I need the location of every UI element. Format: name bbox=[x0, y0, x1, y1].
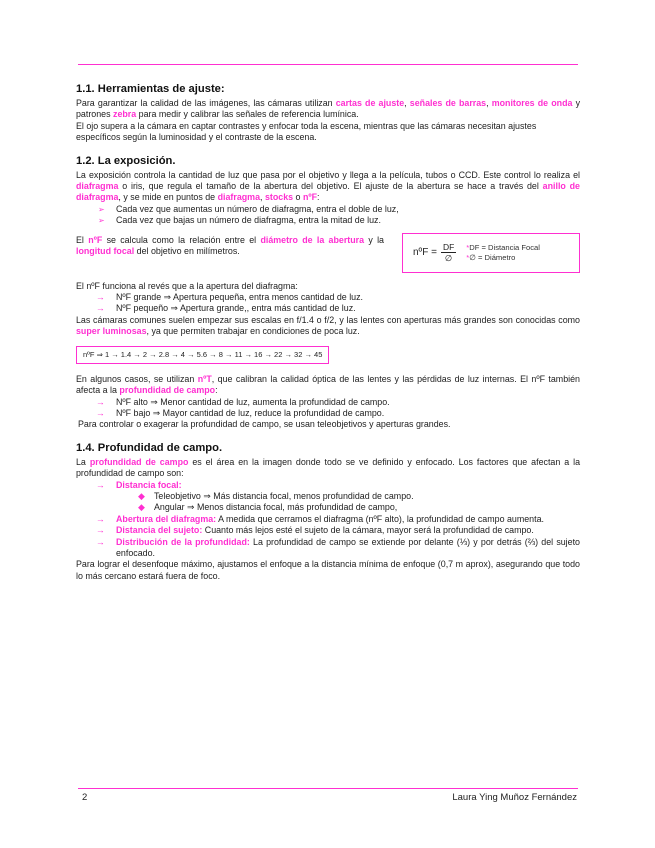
paragraph-nf-calculo: El nºF se calcula como la relación entre el diámetro de la abertura y la longitud focal del objetivo en milímetros. bbox=[76, 234, 384, 257]
footer-rule bbox=[78, 788, 578, 789]
keyword-profundidad: profundidad de campo bbox=[119, 385, 216, 396]
page-content bbox=[76, 82, 580, 582]
paragraph-profundidad: La profundidad de campo es el área en la imagen donde todo se ve definido y enfocado. Los factores que afectan a la profundidad de campo son: bbox=[76, 456, 581, 479]
formula-denominator: ∅ bbox=[444, 253, 453, 264]
factor-label: Distancia del sujeto: bbox=[116, 525, 203, 536]
right-arrow-icon: → bbox=[96, 396, 105, 407]
factores-list bbox=[76, 480, 580, 560]
keyword-longitud: longitud focal bbox=[76, 246, 135, 257]
list-item: → NºF bajo ⇒ Mayor cantidad de luz, reduce la profundidad de campo. bbox=[96, 407, 385, 418]
keyword-diafragma-2: diafragma bbox=[217, 192, 261, 203]
list-item: → NºF grande ⇒ Apertura pequeña, entra menos cantidad de luz. bbox=[96, 292, 364, 303]
keyword-stocks: stocks bbox=[264, 192, 294, 203]
list-item: → Abertura del diafragma: A medida que cerramos el diafragma (nºF alto), la profundidad de campo aumenta. bbox=[96, 513, 544, 524]
keyword-super: super luminosas bbox=[76, 326, 147, 337]
paragraph-inverso: El nºF funciona al revés que a la apertura del diafragma: bbox=[76, 280, 298, 291]
list-item: ◆ Angular ⇒ Menos distancia focal, más profundidad de campo, bbox=[138, 502, 398, 513]
page-number: 2 bbox=[82, 792, 88, 803]
right-arrow-icon: → bbox=[96, 513, 105, 524]
nf-scale-box: nºF ⇒ 1 → 1.4 → 2 → 2.8 → 4 → 5.6 → 8 → 11 → 16 → 22 → 32 → 45 bbox=[76, 346, 329, 364]
nf-arrow-list bbox=[76, 292, 580, 315]
list-item: → NºF pequeño ⇒ Apertura grande,, entra más cantidad de luz. bbox=[96, 303, 356, 314]
nf-calculation-row bbox=[76, 235, 580, 273]
diamond-icon: ◆ bbox=[138, 490, 145, 501]
nf-formula-box bbox=[402, 233, 580, 273]
list-item: ◆ Teleobjetivo ⇒ Más distancia focal, menos profundidad de campo. bbox=[138, 490, 414, 501]
paragraph-controlar: Para controlar o exagerar la profundidad de campo, se usan teleobjetivos y aperturas grandes. bbox=[78, 419, 451, 430]
paragraph-camaras: Las cámaras comunes suelen empezar sus escalas en f/1.4 o f/2, y las lentes con aperturas más grandes son conocidas como super luminosas, ya que permiten trabajar en condiciones de poca luz. bbox=[76, 314, 580, 337]
footer-author: Laura Ying Muñoz Fernández bbox=[452, 792, 577, 803]
keyword-barras: señales de barras bbox=[409, 98, 487, 108]
factor-label: Distancia focal: bbox=[116, 479, 182, 490]
distancia-focal-sublist bbox=[76, 491, 580, 514]
section-title-herramientas: 1.1. Herramientas de ajuste: bbox=[76, 83, 225, 95]
diafragma-bullet-list bbox=[76, 204, 580, 227]
arrowhead-icon: ➢ bbox=[98, 216, 105, 226]
formula-numerator: DF bbox=[442, 242, 455, 253]
right-arrow-icon: → bbox=[96, 536, 105, 547]
keyword-monitores: monitores de onda bbox=[491, 98, 573, 108]
right-arrow-icon: → bbox=[96, 525, 105, 536]
list-item: → Distancia del sujeto: Cuanto más lejos esté el sujeto de la cámara, mayor será la profundidad de campo. bbox=[96, 525, 534, 536]
list-item bbox=[76, 480, 580, 514]
list-item: → Distribución de la profundidad: La profundidad de campo se extiende por delante (⅓) y por detrás (⅔) del sujeto enfocado. bbox=[96, 536, 580, 558]
factor-label: Abertura del diafragma: bbox=[116, 513, 217, 524]
paragraph-ojo: El ojo supera a la cámara en captar contrastes y enfocar toda la escena, mientras que las cámaras necesitan ajustes específicos según la luminosidad y el contraste de la escena. bbox=[76, 120, 537, 143]
keyword-diametro: diámetro de la abertura bbox=[260, 234, 365, 245]
right-arrow-icon: → bbox=[96, 407, 105, 418]
paragraph-exposicion: La exposición controla la cantidad de luz que pasa por el objetivo y llega a la película, tubos o CCD. Este control lo realiza el diafragma o iris, que regula el tamaño de la abertura del objetivo. El ajuste de la abertura se hace a través del anillo de diafragma, y se mide en puntos de diafragma, stocks o nºF: bbox=[76, 169, 580, 203]
list-item: ➢ Cada vez que aumentas un número de diafragma, entra el doble de luz, bbox=[98, 203, 399, 214]
keyword-nf-2: nºF bbox=[88, 234, 103, 245]
factor-label: Distribución de la profundidad: bbox=[116, 536, 250, 547]
paragraph-nt: En algunos casos, se utilizan nºT, que calibran la calidad óptica de las lentes y las pérdidas de luz internas. El nºF también afecta a la profundidad de campo: bbox=[76, 373, 580, 396]
formula-lhs: nºF = bbox=[413, 246, 437, 258]
keyword-prof: profundidad de campo bbox=[89, 456, 189, 467]
keyword-nt: nºT bbox=[197, 373, 212, 384]
right-arrow-icon: → bbox=[96, 303, 105, 314]
keyword-zebra: zebra bbox=[113, 109, 137, 120]
formula-legend: *DF = Distancia Focal *∅ = Diámetro bbox=[466, 242, 540, 262]
arrowhead-icon: ➢ bbox=[98, 204, 105, 214]
keyword-diafragma: diafragma bbox=[76, 181, 119, 192]
right-arrow-icon: → bbox=[96, 292, 105, 303]
right-arrow-icon: → bbox=[96, 479, 105, 490]
list-item: ➢ Cada vez que bajas un número de diafragma, entra la mitad de luz. bbox=[98, 215, 381, 226]
paragraph-herramientas: Para garantizar la calidad de las imágenes, las cámaras utilizan cartas de ajuste, señales de barras, monitores de onda y patrones zebra para medir y calibrar las señales de referencia lumínica. bbox=[76, 98, 581, 120]
keyword-nf: nºF bbox=[302, 192, 318, 203]
formula-fraction bbox=[441, 242, 456, 263]
diamond-icon: ◆ bbox=[138, 502, 145, 513]
section-title-exposicion: 1.2. La exposición. bbox=[76, 154, 176, 167]
profundidad-arrow-list bbox=[76, 397, 580, 420]
header-rule bbox=[78, 64, 578, 65]
keyword-anillo: anillo de diafragma bbox=[76, 181, 580, 203]
keyword-cartas: cartas de ajuste bbox=[335, 98, 405, 108]
section-title-profundidad: 1.4. Profundidad de campo. bbox=[76, 441, 223, 454]
list-item: → NºF alto ⇒ Menor cantidad de luz, aumenta la profundidad de campo. bbox=[96, 396, 390, 407]
paragraph-desenfoque: Para lograr el desenfoque máximo, ajustamos el enfoque a la distancia mínima de enfoque (0,7 m aprox), asegurando que todo lo más cercano estará fuera de foco. bbox=[76, 559, 580, 581]
